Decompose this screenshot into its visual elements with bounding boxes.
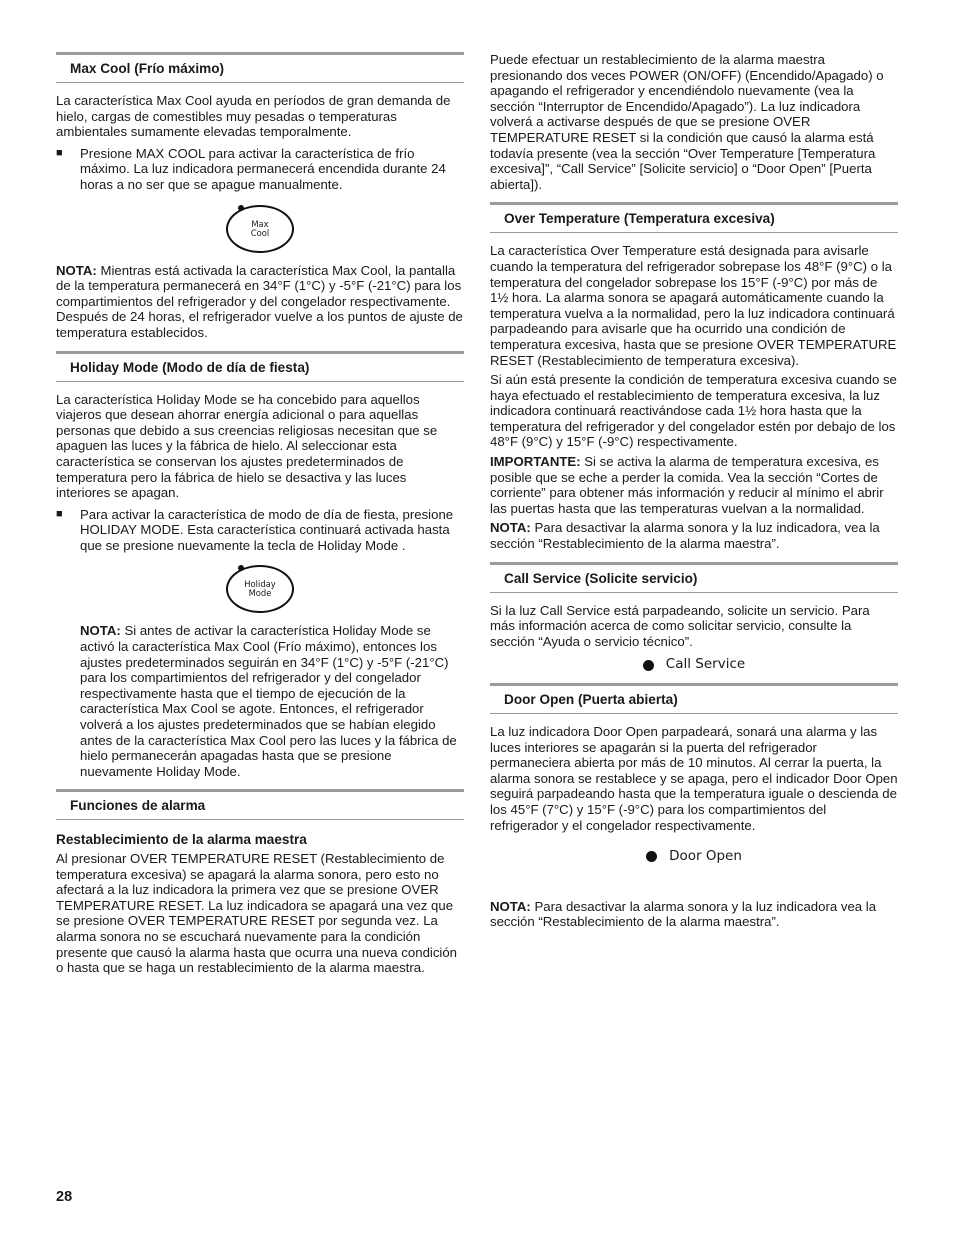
section-title-holiday-mode: Holiday Mode (Modo de día de fiesta) xyxy=(56,351,464,382)
call-service-text: Si la luz Call Service está parpadeando, solicite un servicio. Para más información acerca de como solicitar servicio, consulte la sección “Ayuda o servicio técnico”. xyxy=(490,602,870,649)
max-cool-note-text: Mientras está activada la característica Max Cool, la pantalla de la temperatura permanecerá en 34°F (1°C) y -5°F (-21°C) para los compartimientos del refrigerador y del congelador respectivamente. Después de 24 horas, el refrigerador vuelve a los puntos de ajuste de temperatura establecidos. xyxy=(56,262,463,340)
over-temperature-p2: Si aún está presente la condición de temperatura excesiva cuando se haya efectuado el restablecimiento de temperatura excesiva, la luz indicadora continuará reactivándose cada 1½ hora hasta que la temperatura del refrigerador y del congelador estén por debajo de los 48°F (9°C) y 15°F (-9°C) respectivamente. xyxy=(490,372,897,450)
over-temperature-important xyxy=(490,454,898,516)
door-open-note-text: Para desactivar la alarma sonora y la luz indicadora vea la sección “Restablecimiento de la alarma maestra”. xyxy=(490,898,877,930)
max-cool-button-figure xyxy=(56,205,464,253)
over-temperature-important-text: Si se activa la alarma de temperatura excesiva, es posible que se eche a perder la comida. Vea la sección “Cortes de corriente” para obtener más información y reducir al mínimo el abrir las puertas hasta que las temperaturas vuelvan a la normalidad. xyxy=(490,454,884,516)
note-label: NOTA: xyxy=(490,520,531,536)
holiday-mode-button-icon xyxy=(226,565,294,613)
page-number: 28 xyxy=(56,1189,73,1205)
holiday-mode-note-text: Si antes de activar la característica Holiday Mode se activó la característica Max Cool (Frío máximo), entonces los ajustes predeterminados seguirán en 34°F (1°C) y -5°F (-21°C) para los compartimientos del refrigerador y del congelador respectivamente hasta que el tiempo de ejecución de la característica Max Cool se agote. Entonces, el refrigerador volverá a los ajustes predeterminados que se habían elegido antes de la característica Max Cool pero las luces y la fábrica de hielo permanecerán apagadas hasta que se presione nuevamente Holiday Mode. xyxy=(80,623,457,779)
door-open-indicator-label: Door Open xyxy=(669,848,742,865)
right-column xyxy=(490,52,898,930)
door-open-note xyxy=(490,899,898,930)
section-title-over-temperature: Over Temperature (Temperatura excesiva) xyxy=(490,202,898,233)
bullet-square-icon: ■ xyxy=(56,507,63,520)
max-cool-note xyxy=(56,263,464,341)
note-label: NOTA: xyxy=(490,898,531,914)
holiday-mode-button-line2: Mode xyxy=(248,588,272,599)
left-column xyxy=(56,52,464,976)
over-temperature-p1: La característica Over Temperature está designada para avisarle cuando la temperatura del refrigerador sobrepase los 48°F (9°C) o la temperatura del congelador sobrepase los 15°F (-9°C) por más de 1½ hora. La alarma sonora se apagará automáticamente cuando la temperatura vuelva a la normalidad, pero la luz indicadora continuará parpadeando para avisarle que ha ocurrido una condición de temperatura excesiva, hasta que se presione OVER TEMPERATURE RESET (Restablecimiento de temperatura excesiva). xyxy=(490,243,897,368)
indicator-light-icon xyxy=(643,660,654,671)
call-service-indicator xyxy=(490,657,898,673)
call-service-indicator-label: Call Service xyxy=(665,656,746,673)
indicator-dot-icon xyxy=(238,565,244,571)
holiday-mode-bullet xyxy=(56,507,464,554)
holiday-mode-intro: La característica Holiday Mode se ha concebido para aquellos viajeros que desean ahorrar energía adicional o para aquellas personas que debido a sus creencias religiosas necesitan que se apaguen las luces y la fábrica de hielo. Al seleccionar esta característica se conservan los ajustes predeterminados de temperatura pero la fábrica de hielo se desactiva y las luces interiores se apagan. xyxy=(56,391,438,501)
important-label: IMPORTANTE: xyxy=(490,454,581,470)
master-alarm-reset-subtitle: Restablecimiento de la alarma maestra xyxy=(56,832,307,848)
holiday-mode-bullet-text: Para activar la característica de modo de día de fiesta, presione HOLIDAY MODE. Esta característica continuará activada hasta que se presione nuevamente la tecla de Holiday Mode . xyxy=(80,506,454,553)
indicator-dot-icon xyxy=(238,205,244,211)
holiday-mode-button-line1: Holiday xyxy=(244,579,276,590)
section-title-call-service: Call Service (Solicite servicio) xyxy=(490,562,898,593)
holiday-mode-note xyxy=(56,623,464,779)
over-temperature-note-text: Para desactivar la alarma sonora y la luz indicadora, vea la sección “Restablecimiento de la alarma maestra”. xyxy=(490,520,880,552)
max-cool-button-line2: Cool xyxy=(250,227,270,238)
max-cool-bullet-text: Presione MAX COOL para activar la característica de frío máximo. La luz indicadora permanecerá encendida durante 24 horas a no ser que se apague manualmente. xyxy=(80,145,446,192)
indicator-light-icon xyxy=(646,851,657,862)
master-alarm-reset-text: Al presionar OVER TEMPERATURE RESET (Restablecimiento de temperatura excesiva) se apagará la alarma sonora, pero esto no afectará a la luz indicadora la primera vez que se presione OVER TEMPERATURE RESET. La luz indicadora se apagará una vez que se presione OVER TEMPERATURE RESET por segunda vez. La alarma sonora no se escuchará nuevamente para la condición presente que causó la alarma hasta que ocurra una nueva condición o hasta que se haga un restablecimiento de la alarma maestra. xyxy=(56,851,458,976)
note-label: NOTA: xyxy=(80,623,121,639)
max-cool-intro: La característica Max Cool ayuda en períodos de gran demanda de hielo, cargas de comestibles muy pesadas o temperaturas ambientales sumamente elevadas temporalmente. xyxy=(56,93,451,140)
max-cool-button-line1: Max xyxy=(251,218,269,229)
holiday-mode-button-figure xyxy=(56,565,464,613)
note-label: NOTA: xyxy=(56,262,97,278)
over-temperature-note xyxy=(490,520,898,551)
master-alarm-reset-continued: Puede efectuar un restablecimiento de la alarma maestra presionando dos veces POWER (ON/OFF) (Encendido/Apagado) o apagando el refrigerador y encendiéndolo nuevamente (vea la sección “Interruptor de Encendido/Apagado”). La luz indicadora volverá a activarse después de que se presione OVER TEMPERATURE RESET si la condición que causó la alarma está todavía presente (vea la sección “Over Temperature [Temperatura excesiva]”, “Call Service” [Solicite servicio] o “Door Open” [Puerta abierta]). xyxy=(490,52,884,192)
bullet-square-icon: ■ xyxy=(56,146,63,159)
door-open-text: La luz indicadora Door Open parpadeará, sonará una alarma y las luces interiores se apagarán si la puerta del refrigerador permaneciera abierta por más de 10 minutos. Al cerrar la puerta, la alarma sonora se restablece y se apaga, pero el indicador Door Open seguirá parpadeando hasta que la temperatura iguale o descienda de los 45°F (7°C) y 15°F (-9°C) para los compartimientos del refrigerador y el congelador respectivamente. xyxy=(490,724,898,833)
max-cool-button-icon xyxy=(226,205,294,253)
max-cool-bullet xyxy=(56,146,464,193)
section-title-alarm-functions: Funciones de alarma xyxy=(56,789,464,820)
door-open-indicator xyxy=(490,849,898,865)
section-title-door-open: Door Open (Puerta abierta) xyxy=(490,683,898,714)
section-title-max-cool: Max Cool (Frío máximo) xyxy=(56,52,464,83)
